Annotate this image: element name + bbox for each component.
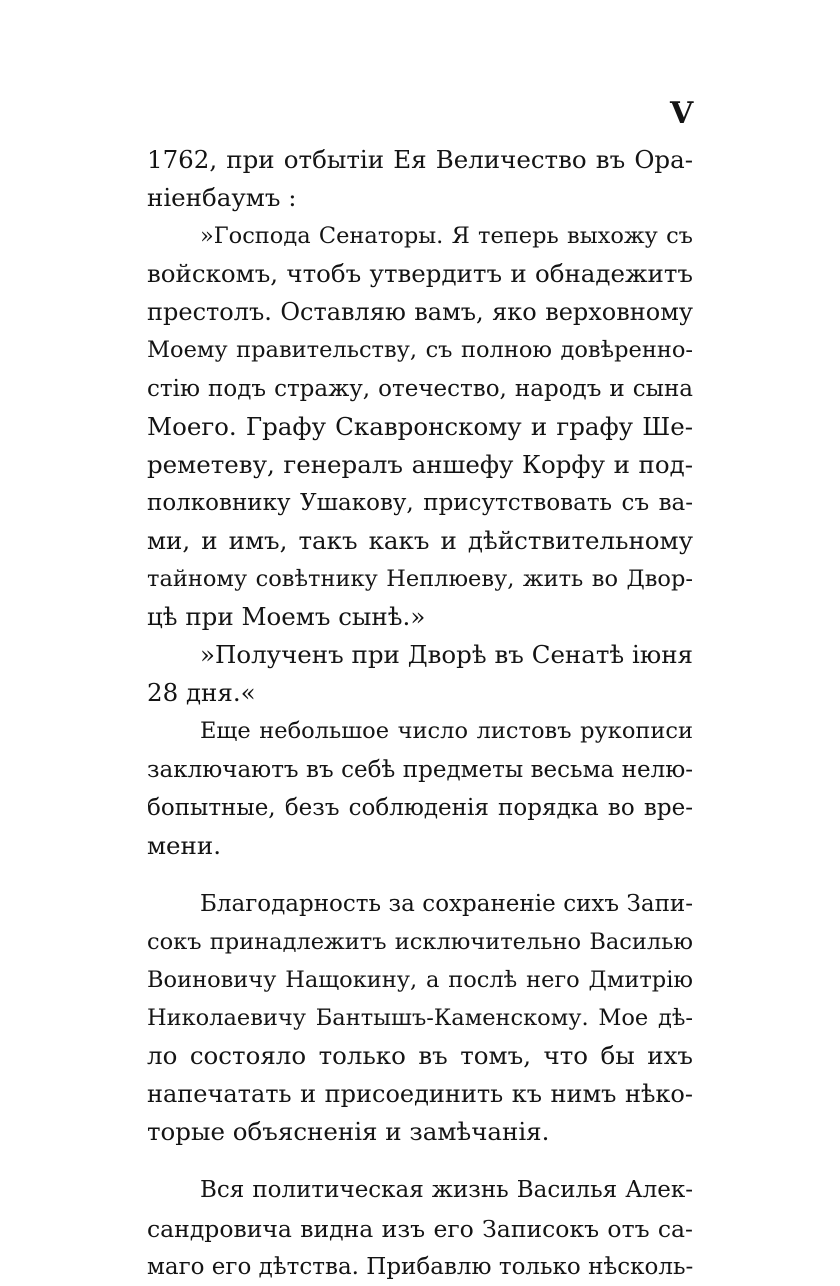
- text-line: Моего. Графу Скавронскому и графу Ше-: [147, 411, 693, 441]
- text-line: Воиновичу Нащокину, а послѣ него Дмитрію: [147, 966, 693, 993]
- text-line: Николаевичу Бантышъ-Каменскому. Мое дѣ-: [147, 1005, 693, 1032]
- text-line: бопытные, безъ соблюденія порядка во вре-: [147, 794, 693, 821]
- text-line: Благодарность за сохраненіе сихъ Запи-: [200, 890, 693, 917]
- text-line: торые объясненія и замѣчанія.: [147, 1117, 550, 1147]
- text-line: реметеву, генералъ аншефу Корфу и под-: [147, 449, 693, 479]
- page-number: V: [670, 96, 695, 131]
- text-line: мени.: [147, 830, 222, 860]
- body-text: [147, 141, 693, 1286]
- text-line: »Полученъ при Дворѣ въ Сенатѣ іюня: [200, 640, 693, 670]
- text-line: стію подъ стражу, отечество, народъ и сына: [147, 375, 693, 402]
- paragraph-gap: [147, 1151, 693, 1171]
- text-line: сокъ принадлежитъ исключительно Василью: [147, 928, 693, 955]
- text-line: цѣ при Моемъ сынѣ.»: [147, 602, 426, 632]
- text-line: тайному совѣтнику Неплюеву, жить во Двор-: [147, 566, 693, 593]
- text-line: ніенбаумъ :: [147, 183, 297, 213]
- text-line: »Господа Сенаторы. Я теперь выхожу съ: [200, 223, 693, 250]
- text-line: заключаютъ въ себѣ предметы весьма нелю-: [147, 756, 693, 783]
- paragraph-gap: [147, 865, 693, 885]
- text-line: ми, и имъ, такъ какъ и дѣйствительному: [147, 525, 693, 555]
- text-line: полковнику Ушакову, присутствовать съ ва-: [147, 489, 693, 516]
- text-line: Моему правительству, съ полною довѣренно-: [147, 337, 693, 364]
- text-line: напечатать и присоединить къ нимъ нѣко-: [147, 1080, 693, 1109]
- text-line: престолъ. Оставляю вамъ, яко верховному: [147, 298, 693, 327]
- text-line: маго его дѣтства. Прибавлю только нѣсколь-: [147, 1253, 694, 1280]
- text-line: ло состояло только въ томъ, что бы ихъ: [147, 1041, 693, 1071]
- text-line: 28 дня.«: [147, 678, 256, 708]
- text-line: войскомъ, чтобъ утвердитъ и обнадежитъ: [147, 259, 693, 289]
- text-line: сандровича видна изъ его Записокъ отъ са-: [147, 1214, 693, 1243]
- text-line: 1762, при отбытіи Ея Величество въ Ора-: [147, 145, 693, 174]
- text-line: Еще небольшое число листовъ рукописи: [200, 718, 693, 745]
- text-line: Вся политическая жизнь Василья Алек-: [200, 1177, 693, 1204]
